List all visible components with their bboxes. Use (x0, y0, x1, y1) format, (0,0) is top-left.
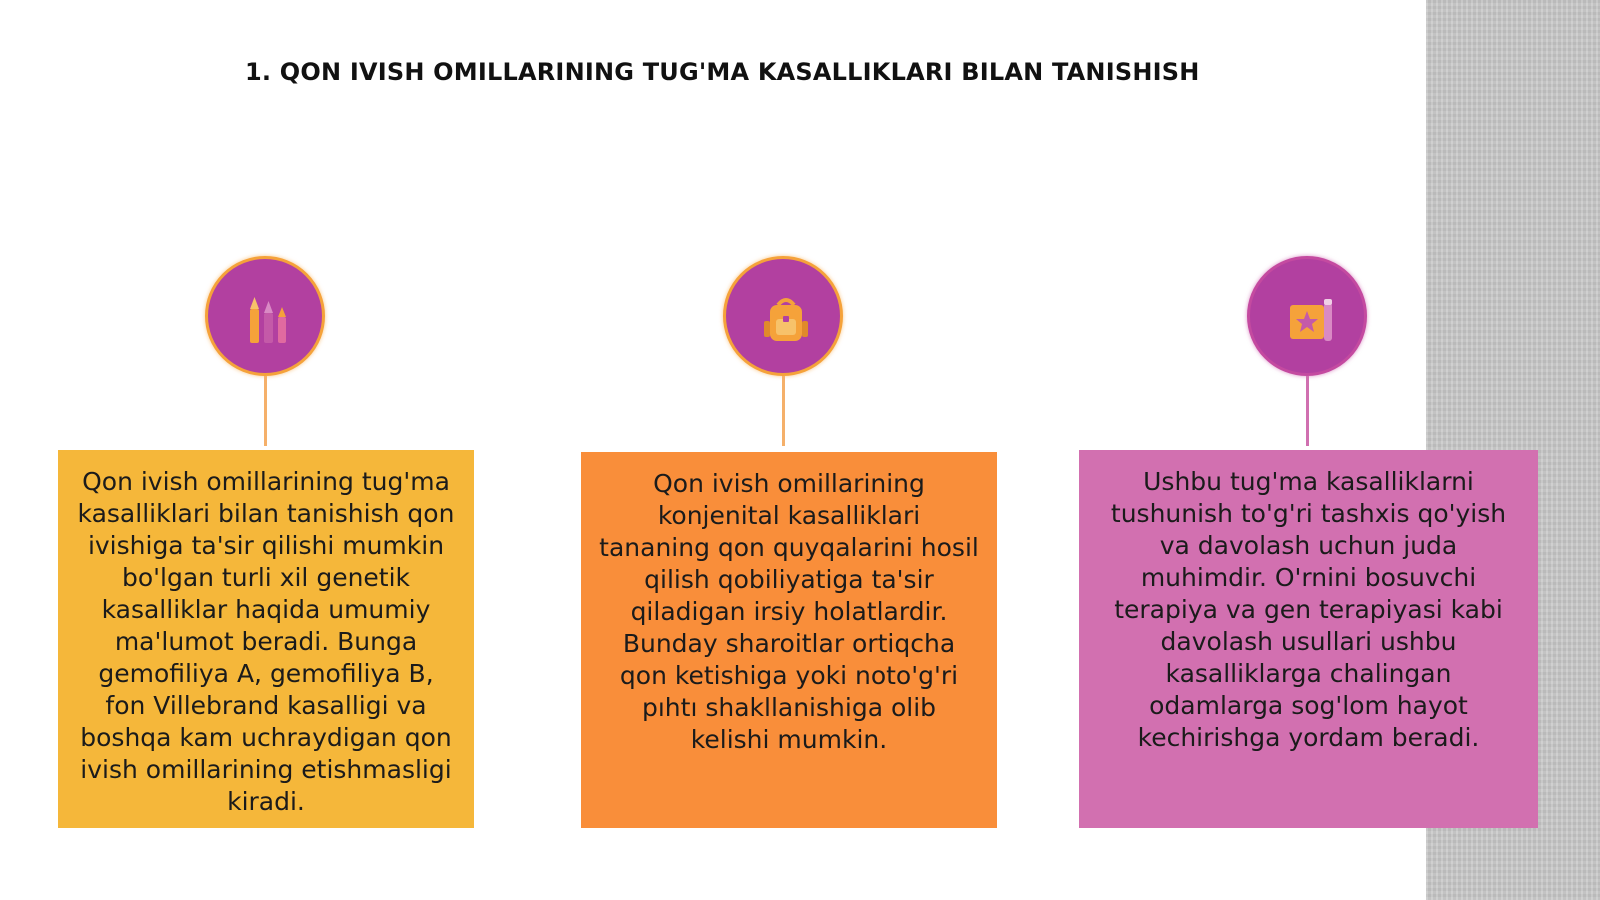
node-2-card (581, 452, 997, 828)
backpack-icon (756, 289, 816, 349)
node-2-circle (723, 256, 843, 376)
node-1-text: Qon ivish omillarining tug'ma kasalliklari bilan tanishish qon ivishiga ta'sir qilishi mumkin bo'lgan turli xil genetik kasalliklar haqida umumiy ma'lumot beradi. Bunga gemofiliya A, gemofiliya B, fon Villebrand kasalligi va boshqa kam uchraydigan qon ivish omillarining etishmasligi kiradi. (77, 467, 455, 816)
node-2-text: Qon ivish omillarining konjenital kasalliklari tananing qon quyqalarini hosil qilish qobiliyatiga ta'sir qiladigan irsiy holatlardir. Bunday sharoitlar ortiqcha qon ketishiga yoki noto'g'ri pıhtı shakllanishiga olib kelishi mumkin. (599, 469, 979, 754)
book-star-icon (1280, 289, 1340, 349)
node-2-connector (782, 376, 785, 446)
node-1-connector (264, 376, 267, 446)
node-1-circle (205, 256, 325, 376)
node-3-circle (1247, 256, 1367, 376)
node-3-card (1079, 450, 1538, 828)
node-3-text: Ushbu tug'ma kasalliklarni tushunish to'g'ri tashxis qo'yish va davolash uchun juda muhimdir. O'rnini bosuvchi terapiya va gen terapiyasi kabi davolash usullari ushbu kasalliklarga chalingan odamlarga sog'lom hayot kechirishga yordam beradi. (1110, 467, 1507, 752)
slide-title: 1. QON IVISH OMILLARINING TUG'MA KASALLIKLARI BILAN TANISHISH (245, 58, 1200, 86)
pencils-icon (238, 289, 298, 349)
node-3-connector (1306, 376, 1309, 446)
node-1-card (58, 450, 474, 828)
